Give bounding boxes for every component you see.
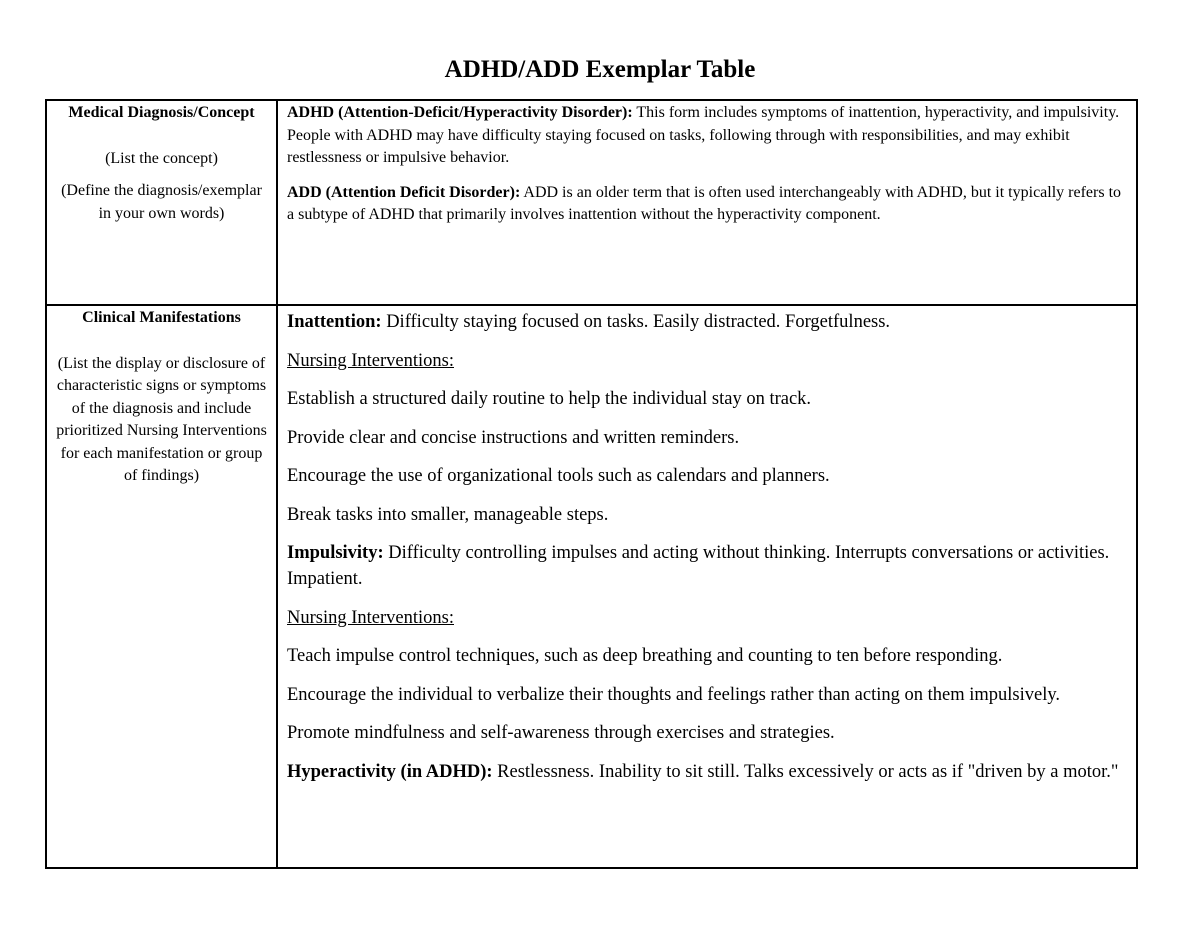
inattention-finding: [287, 309, 1126, 335]
intervention-item: Break tasks into smaller, manageable steps.: [287, 504, 609, 525]
adhd-definition: [287, 102, 1122, 170]
inattention-text: Difficulty staying focused on tasks. Easily distracted. Forgetfulness.: [381, 312, 891, 332]
manifestations-label-cell: [46, 305, 277, 868]
table-row-manifestations: [46, 305, 1137, 868]
impulsivity-term: Impulsivity:: [287, 543, 384, 563]
hyperactivity-finding: [287, 759, 1126, 785]
intervention-item: Establish a structured daily routine to help the individual stay on track.: [287, 389, 812, 409]
diagnosis-note-list: (List the concept): [105, 149, 218, 167]
impulsivity-text: Difficulty controlling impulses and acting without thinking. Interrupts conversations or activities. Impatient.: [287, 543, 1110, 589]
manifestations-note: (List the display or disclosure of characteristic signs or symptoms of the diagnosis and include prioritized Nursing Interventions for each manifestation or group of findings): [56, 354, 267, 484]
diagnosis-content-cell: [277, 100, 1137, 305]
adhd-term: ADHD (Attention-Deficit/Hyperactivity Disorder):: [287, 104, 633, 121]
diagnosis-label-cell: [46, 100, 277, 305]
impulsivity-interventions-label: Nursing Interventions:: [287, 607, 454, 628]
diagnosis-note-define: (Define the diagnosis/exemplar in your own words): [61, 182, 262, 222]
hyperactivity-text: Restlessness. Inability to sit still. Talks excessively or acts as if "driven by a motor.": [492, 761, 1119, 782]
add-definition: [287, 182, 1122, 227]
exemplar-table: [45, 99, 1138, 869]
impulsivity-finding: [287, 540, 1126, 592]
hyperactivity-term: Hyperactivity (in ADHD):: [287, 761, 493, 782]
intervention-item: Encourage the individual to verbalize their thoughts and feelings rather than acting on them impulsively.: [287, 684, 1061, 705]
diagnosis-heading: Medical Diagnosis/Concept: [68, 104, 255, 121]
inattention-interventions-label: Nursing Interventions:: [287, 350, 454, 371]
manifestations-content-cell: [277, 305, 1137, 868]
adhd-text: This form includes symptoms of inattention, hyperactivity, and impulsivity. People with ADHD may have difficulty staying focused on tasks, following through with responsibilities, and may exhibit restlessness or impulsive behavior.: [287, 104, 1120, 166]
add-term: ADD (Attention Deficit Disorder):: [287, 183, 521, 201]
intervention-item: Promote mindfulness and self-awareness through exercises and strategies.: [287, 723, 835, 743]
manifestations-heading: Clinical Manifestations: [82, 309, 241, 326]
page-title: ADHD/ADD Exemplar Table: [444, 56, 756, 83]
table-row-diagnosis: [46, 100, 1137, 305]
intervention-item: Teach impulse control techniques, such as deep breathing and counting to ten before responding.: [287, 646, 1003, 666]
intervention-item: Provide clear and concise instructions and written reminders.: [287, 427, 740, 448]
intervention-item: Encourage the use of organizational tools such as calendars and planners.: [287, 466, 830, 486]
add-text: ADD is an older term that is often used interchangeably with ADHD, but it typically refers to a subtype of ADHD that primarily involves inattention without the hyperactivity component.: [287, 183, 1122, 223]
inattention-term: Inattention:: [287, 312, 382, 332]
